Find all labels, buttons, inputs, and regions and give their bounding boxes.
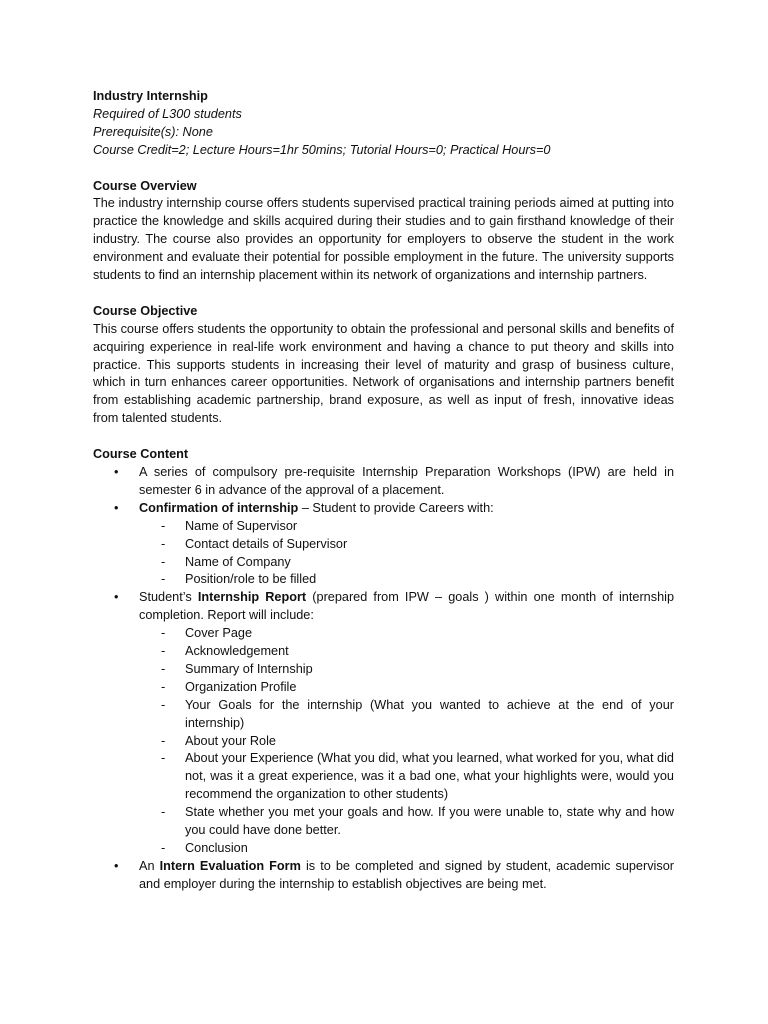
sub-item: - Name of Company xyxy=(139,554,674,572)
sub-item: - Conclusion xyxy=(139,840,674,858)
confirmation-sublist xyxy=(139,518,674,590)
credit-hours-note: Course Credit=2; Lecture Hours=1hr 50mins; Tutorial Hours=0; Practical Hours=0 xyxy=(93,142,551,157)
sub-item: - Cover Page xyxy=(139,625,674,643)
overview-heading: Course Overview xyxy=(93,178,197,193)
sub-item: - Contact details of Supervisor xyxy=(139,536,674,554)
confirmation-bold: Confirmation of internship xyxy=(139,500,299,515)
sub-item: - Summary of Internship xyxy=(139,661,674,679)
objective-paragraph: This course offers students the opportunity to obtain the professional and personal skills and benefits of acquiring experience in real-life work environment and having a chance to put theory and skills into practice. This supports students in increasing their level of maturity and grasp of business culture, which in turn enhances career opportunities. Network of organisations and internship partners benefit from establishing academic partnership, brand exposure, as well as input of fresh, innovative ideas from talented students. xyxy=(93,321,674,426)
sub-item: - Position/role to be filled xyxy=(139,571,674,589)
sub-item: - About your Role xyxy=(139,733,674,751)
content-list xyxy=(93,464,674,894)
objective-heading: Course Objective xyxy=(93,303,198,318)
prerequisite-note: Prerequisite(s): None xyxy=(93,124,213,139)
spacer xyxy=(93,428,674,446)
content-item-confirmation xyxy=(93,500,674,590)
course-title: Industry Internship xyxy=(93,89,208,103)
report-sublist xyxy=(139,625,674,858)
required-note: Required of L300 students xyxy=(93,106,242,121)
report-pre: Student’s xyxy=(139,590,198,605)
sub-item: - Name of Supervisor xyxy=(139,518,674,536)
content-heading: Course Content xyxy=(93,447,189,462)
spacer xyxy=(93,160,674,178)
sub-item: - About your Experience (What you did, what you learned, what worked for you, what did not, was it a great experience, was it a bad one, what your highlights were, would you recommend the organization to other students) xyxy=(139,750,674,804)
content-item-workshops xyxy=(93,464,674,500)
spacer xyxy=(93,285,674,303)
sub-item: - Your Goals for the internship (What you wanted to achieve at the end of your internship) xyxy=(139,697,674,733)
evaluation-text: is to be completed and signed by student, academic supervisor and employer during the internship to establish objectives are being met. xyxy=(139,858,674,891)
sub-item: - Organization Profile xyxy=(139,679,674,697)
confirmation-text: – Student to provide Careers with: xyxy=(298,500,494,515)
evaluation-pre: An xyxy=(139,858,160,873)
overview-paragraph: The industry internship course offers students supervised practical training periods aimed at putting into practice the knowledge and skills acquired during their studies and to gain firsthand knowledge of their industry. The course also provides an opportunity for employers to observe the student in the work environment and evaluate their potential for possible employment in the future. The university supports students to find an internship placement within its network of organizations and internship partners. xyxy=(93,196,674,283)
evaluation-bold: Intern Evaluation Form xyxy=(159,858,301,873)
workshops-text: A series of compulsory pre-requisite Internship Preparation Workshops (IPW) are held in semester 6 in advance of the approval of a placement. xyxy=(139,464,674,497)
content-item-report xyxy=(93,589,674,858)
report-text: (prepared from IPW – goals ) within one month of internship completion. Report will include: xyxy=(139,590,675,623)
sub-item: - State whether you met your goals and how. If you were unable to, state why and how you could have done better. xyxy=(139,804,674,840)
report-bold: Internship Report xyxy=(197,590,307,605)
sub-item: - Acknowledgement xyxy=(139,643,674,661)
content-item-evaluation xyxy=(93,858,674,894)
